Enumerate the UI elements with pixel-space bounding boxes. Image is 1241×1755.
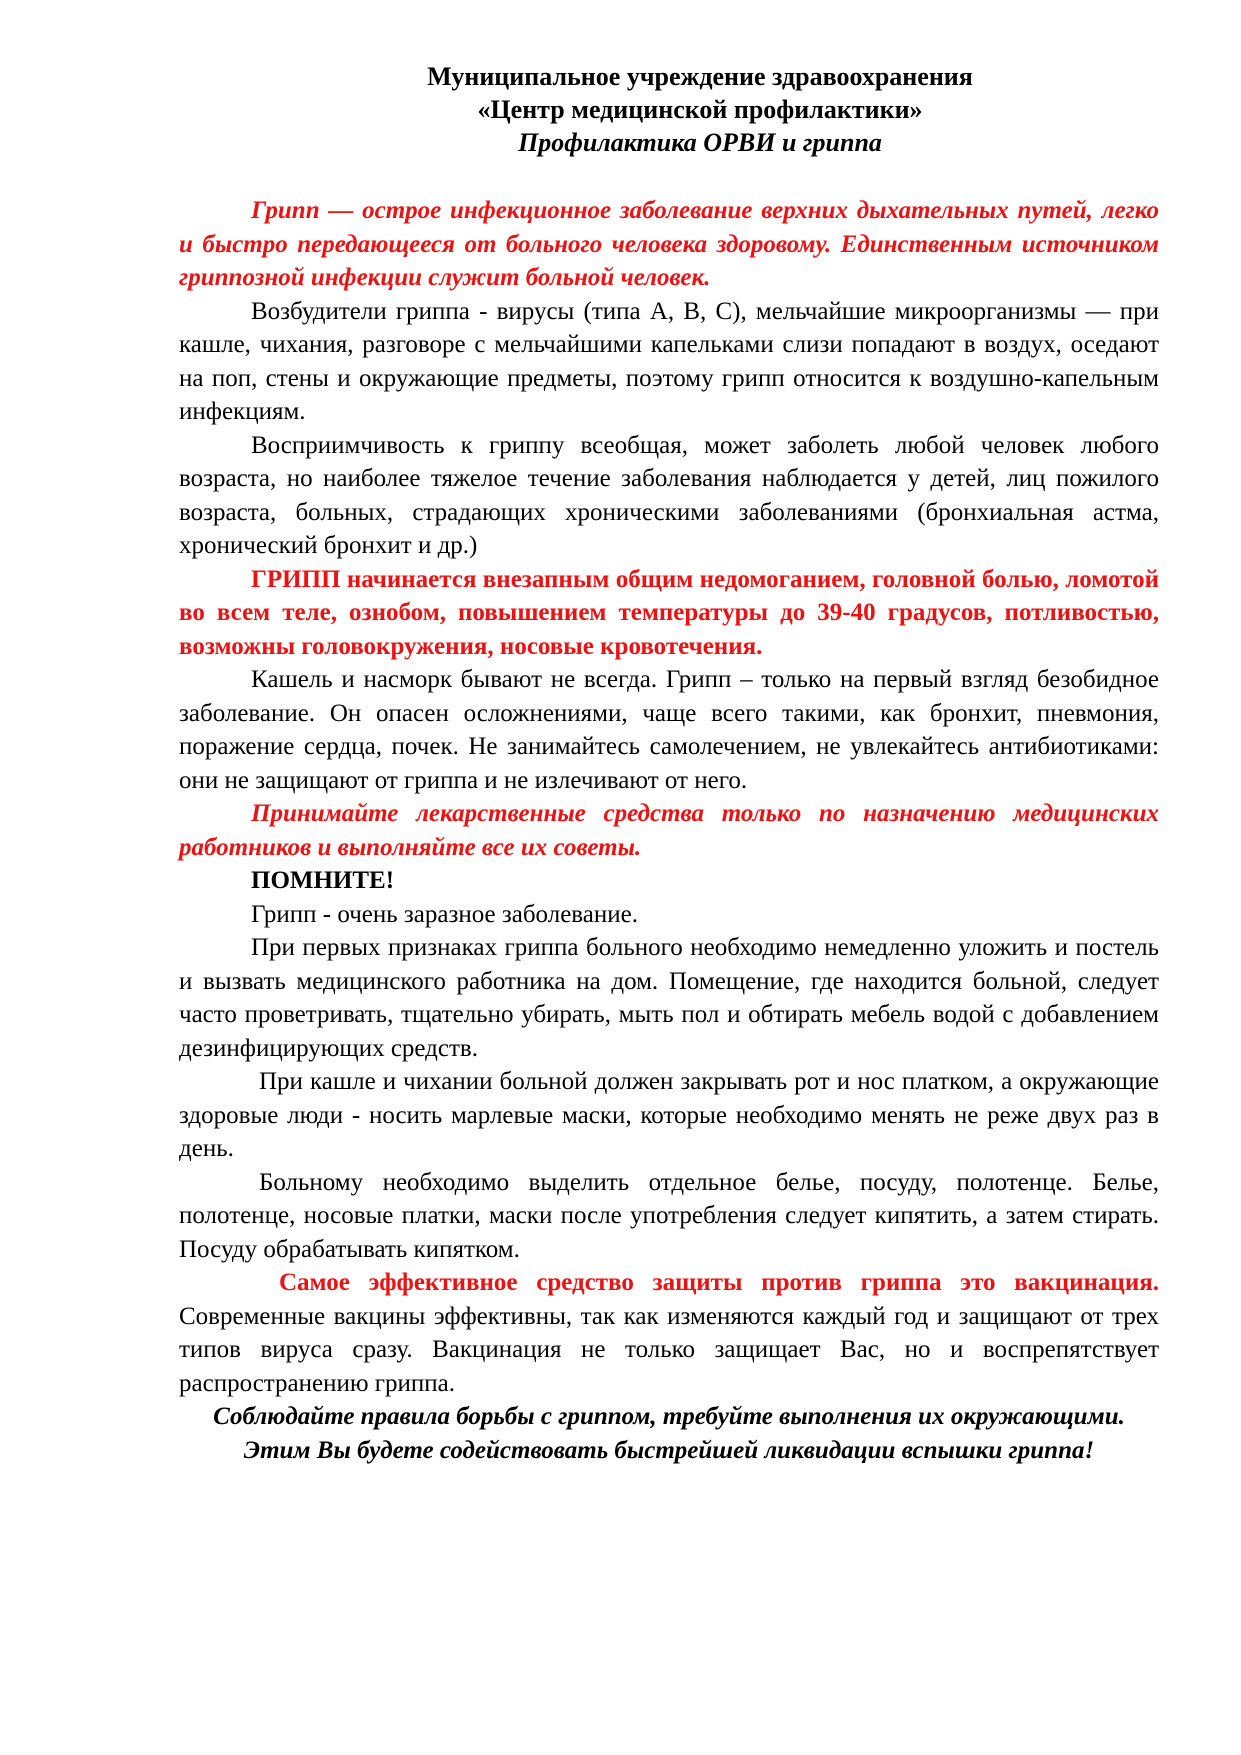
organization-line-2: «Центр медицинской профилактики» — [477, 95, 923, 124]
document-topic: Профилактика ОРВИ и гриппа — [518, 128, 882, 157]
symptoms-paragraph: ГРИПП начинается внезапным общим недомоганием, головной болью, ломотой во всем теле, ознобом, повышением температуры до 39-40 градусов, потливостью, возможны головокружения, носовые кровотечения. — [179, 565, 1159, 660]
pathogens-paragraph: Возбудители гриппа - вирусы (типа А, В, С), мельчайшие микроорганизмы — при кашле, чихания, разговоре с мельчайшими капельками слизи попадают в воздух, оседают на поп, стены и окружающие предметы, поэтому грипп относится к воздушно-капельным инфекциям. — [179, 297, 1159, 425]
masks-paragraph: При кашле и чихании больной должен закрывать рот и нос платком, а окружающие здоровые люди - носить марлевые маски, которые необходимо менять не реже двух раз в день. — [179, 1068, 1159, 1162]
closing-line-1: Соблюдайте правила борьбы с гриппом, требуйте выполнения их окружающими. — [213, 1403, 1125, 1430]
organization-line-1: Муниципальное учреждение здравоохранения — [427, 62, 973, 91]
susceptibility-paragraph: Восприимчивость к гриппу всеобщая, может заболеть любой человек любого возраста, но наиболее тяжелое течение заболевания наблюдается у детей, лиц пожилого возраста, больных, страдающих хроническими заболеваниями (бронхиальная астма, хронический бронхит и др.) — [179, 431, 1159, 559]
vaccination-rest: Современные вакцины эффективны, так как изменяются каждый год и защищают от трех типов вируса сразу. Вакцинация не только защищает Вас, но и воспрепятствует распространению гриппа. — [179, 1302, 1159, 1397]
document-body — [179, 194, 1159, 1467]
vaccination-paragraph — [179, 1266, 1159, 1400]
medication-paragraph: Принимайте лекарственные средства только по назначению медицинских работников и выполняйте все их советы. — [179, 800, 1159, 861]
complications-paragraph: Кашель и насморк бывают не всегда. Грипп – только на первый взгляд безобидное заболевание. Он опасен осложнениями, чаще всего такими, как бронхит, пневмония, поражение сердца, почек. Не занимайтесь самолечением, не увлекайтесь антибиотиками: они не защищают от гриппа и не излечивают от него. — [179, 666, 1159, 794]
first-signs-paragraph: При первых признаках гриппа больного необходимо немедленно уложить и постель и вызвать медицинского работника на дом. Помещение, где находится больной, следует часто проветривать, тщательно убирать, мыть пол и обтирать мебель водой с добавлением дезинфицирующих средств. — [179, 934, 1159, 1062]
remember-heading: ПОМНИТЕ! — [251, 867, 395, 894]
linen-paragraph: Больному необходимо выделить отдельное белье, посуду, полотенце. Белье, полотенце, носовые платки, маски после употребления следует кипятить, а затем стирать. Посуду обрабатывать кипятком. — [179, 1168, 1159, 1263]
intro-paragraph: Грипп — острое инфекционное заболевание верхних дыхательных путей, легко и быстро передающееся от больного человека здоровому. Единственным источником гриппозной инфекции служит больной человек. — [179, 197, 1159, 291]
document-header — [350, 60, 1050, 159]
vaccination-lead: Самое эффективное средство защиты против гриппа это вакцинация. — [279, 1269, 1159, 1296]
contagious-paragraph: Грипп - очень заразное заболевание. — [251, 900, 638, 928]
closing-line-2: Этим Вы будете содействовать быстрейшей ликвидации вспышки гриппа! — [243, 1436, 1095, 1464]
